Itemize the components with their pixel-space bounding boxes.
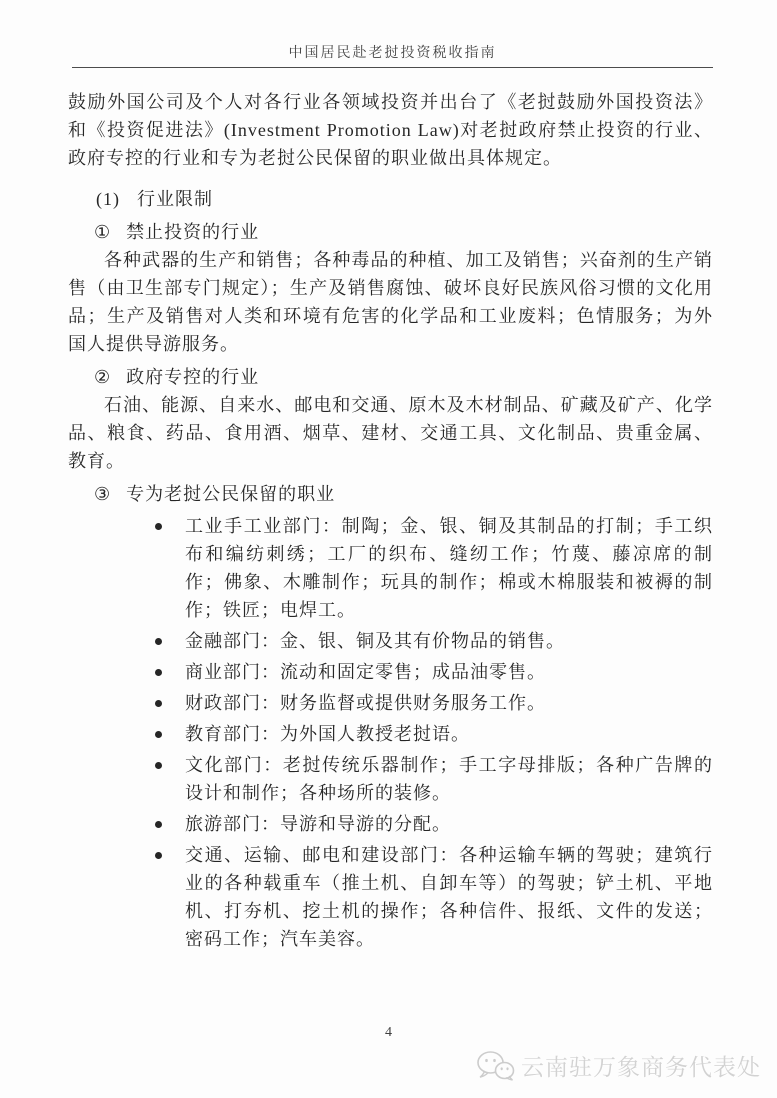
page-body (68, 88, 713, 956)
watermark (476, 1049, 761, 1082)
subsection-paragraph-2: 石油、能源、自来水、邮电和交通、原木及木材制品、矿藏及矿产、化学品、粮食、药品、食用酒、烟草、建材、交通工具、文化制品、贵重金属、教育。 (68, 395, 713, 471)
subsection-heading-3 (68, 480, 713, 508)
subsection-title-1: 禁止投资的行业 (126, 222, 260, 242)
list-item (185, 751, 713, 807)
subsection-number-2: ② (94, 367, 112, 387)
wechat-icon (476, 1050, 516, 1082)
bullet-icon (155, 762, 162, 769)
subsection-number-3: ③ (94, 484, 112, 504)
subsection-number-1: ① (94, 222, 112, 242)
running-header (72, 42, 713, 68)
list-item (185, 689, 713, 717)
list-item-text: 旅游部门：导游和导游的分配。 (185, 814, 451, 834)
bullet-icon (155, 731, 162, 738)
bullet-icon (155, 669, 162, 676)
section-title: 行业限制 (137, 189, 213, 209)
reserved-occupations-list (68, 512, 713, 953)
subsection-heading-2 (68, 363, 713, 391)
bullet-icon (155, 638, 162, 645)
page-number: 4 (385, 1025, 392, 1040)
list-item-text: 文化部门：老挝传统乐器制作；手工字母排版；各种广告牌的设计和制作；各种场所的装修。 (185, 755, 713, 803)
watermark-text: 云南驻万象商务代表处 (521, 1054, 761, 1080)
bullet-icon (155, 523, 162, 530)
list-item (185, 720, 713, 748)
list-item (185, 512, 713, 624)
bullet-icon (155, 821, 162, 828)
list-item-text: 商业部门：流动和固定零售；成品油零售。 (185, 662, 546, 682)
intro-paragraph: 鼓励外国公司及个人对各行业各领域投资并出台了《老挝鼓励外国投资法》和《投资促进法》(Investment Promotion Law)对老挝政府禁止投资的行业、政府专控的行业和专为老挝公民保留的职业做出具体规定。 (68, 92, 713, 168)
list-item-text: 工业手工业部门：制陶；金、银、铜及其制品的打制；手工织布和编纺刺绣；工厂的织布、缝纫工作；竹蔑、藤凉席的制作；佛象、木雕制作；玩具的制作；棉或木棉服装和被褥的制作；铁匠；电焊工。 (185, 516, 713, 620)
subsection-paragraph-1: 各种武器的生产和销售；各种毒品的种植、加工及销售；兴奋剂的生产销售（由卫生部专门规定）；生产及销售腐蚀、破坏良好民族风俗习惯的文化用品；生产及销售对人类和环境有危害的化学品和工业废料；色情服务；为外国人提供导游服务。 (68, 250, 713, 354)
list-item-text: 金融部门：金、银、铜及其有价物品的销售。 (185, 631, 565, 651)
bullet-icon (155, 852, 162, 859)
running-header-title: 中国居民赴老挝投资税收指南 (288, 46, 497, 61)
list-item-text: 财政部门：财务监督或提供财务服务工作。 (185, 693, 546, 713)
list-item (185, 658, 713, 686)
list-item (185, 841, 713, 953)
bullet-icon (155, 700, 162, 707)
subsection-heading-1 (68, 218, 713, 246)
subsection-title-2: 政府专控的行业 (126, 367, 260, 387)
section-number: (1) (96, 189, 120, 209)
section-heading (68, 185, 713, 213)
list-item (185, 627, 713, 655)
list-item (185, 810, 713, 838)
list-item-text: 教育部门：为外国人教授老挝语。 (185, 724, 470, 744)
subsection-title-3: 专为老挝公民保留的职业 (126, 484, 336, 504)
list-item-text: 交通、运输、邮电和建设部门：各种运输车辆的驾驶；建筑行业的各种载重车（推土机、自卸车等）的驾驶；铲土机、平地机、打夯机、挖土机的操作；各种信件、报纸、文件的发送；密码工作；汽车美容。 (185, 845, 713, 949)
